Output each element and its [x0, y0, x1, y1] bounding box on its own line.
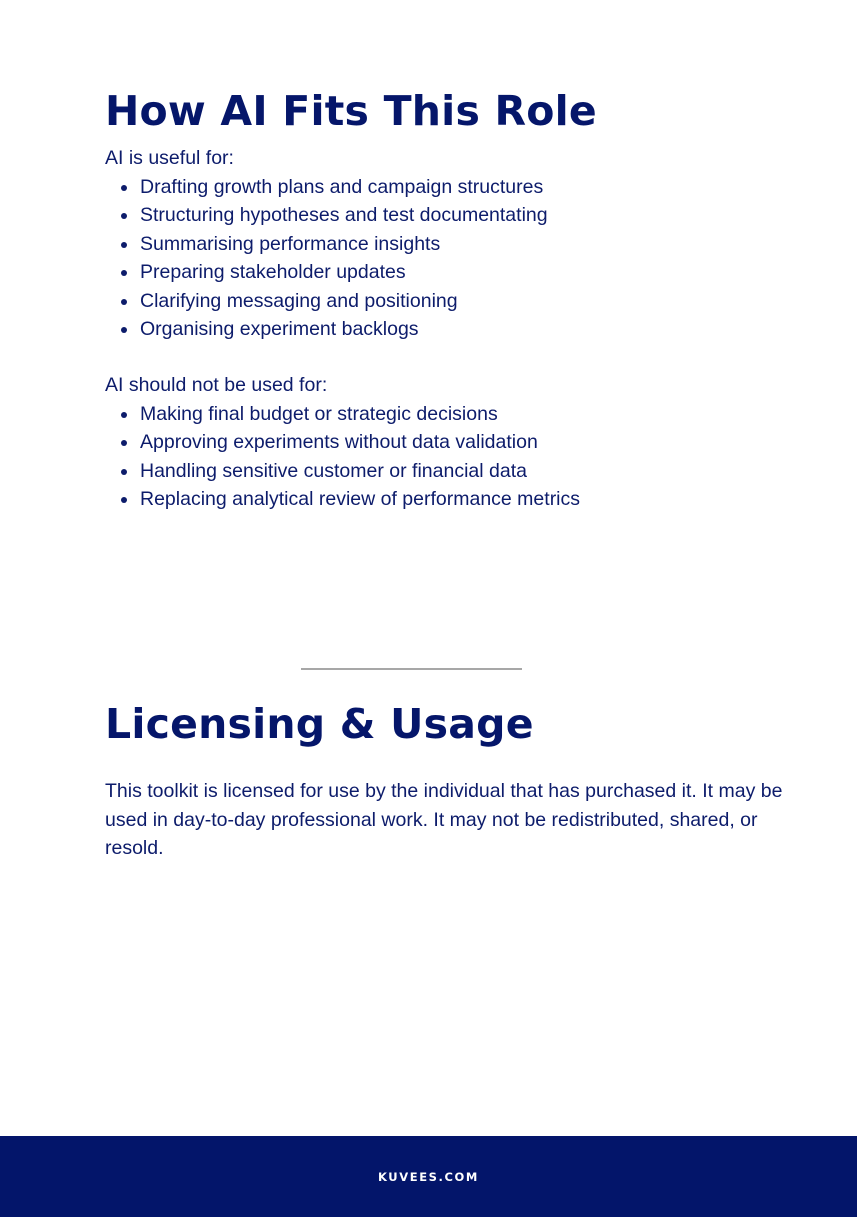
list-item: Clarifying messaging and positioning	[140, 287, 548, 316]
not-used-for-block	[105, 371, 580, 514]
not-used-for-list	[105, 400, 580, 514]
list-item: Organising experiment backlogs	[140, 315, 548, 344]
list-item: Drafting growth plans and campaign structures	[140, 173, 548, 202]
useful-for-intro: AI is useful for:	[105, 147, 234, 169]
list-item: Structuring hypotheses and test documentating	[140, 201, 548, 230]
list-item: Handling sensitive customer or financial data	[140, 457, 580, 486]
useful-for-list	[105, 173, 548, 344]
licensing-paragraph: This toolkit is licensed for use by the individual that has purchased it. It may be used in day-to-day professional work. It may not be redistributed, shared, or resold.	[105, 780, 783, 859]
list-item: Preparing stakeholder updates	[140, 258, 548, 287]
section-heading-role: How AI Fits This Role	[105, 87, 597, 135]
useful-for-block	[105, 144, 548, 344]
list-item: Summarising performance insights	[140, 230, 548, 259]
section-heading-licensing: Licensing & Usage	[105, 700, 534, 748]
section-divider	[301, 668, 522, 670]
list-item: Making final budget or strategic decisions	[140, 400, 580, 429]
not-used-for-intro: AI should not be used for:	[105, 374, 328, 396]
list-item: Approving experiments without data validation	[140, 428, 580, 457]
list-item: Replacing analytical review of performance metrics	[140, 485, 580, 514]
footer-website-link[interactable]: KUVEES.COM	[378, 1170, 479, 1184]
